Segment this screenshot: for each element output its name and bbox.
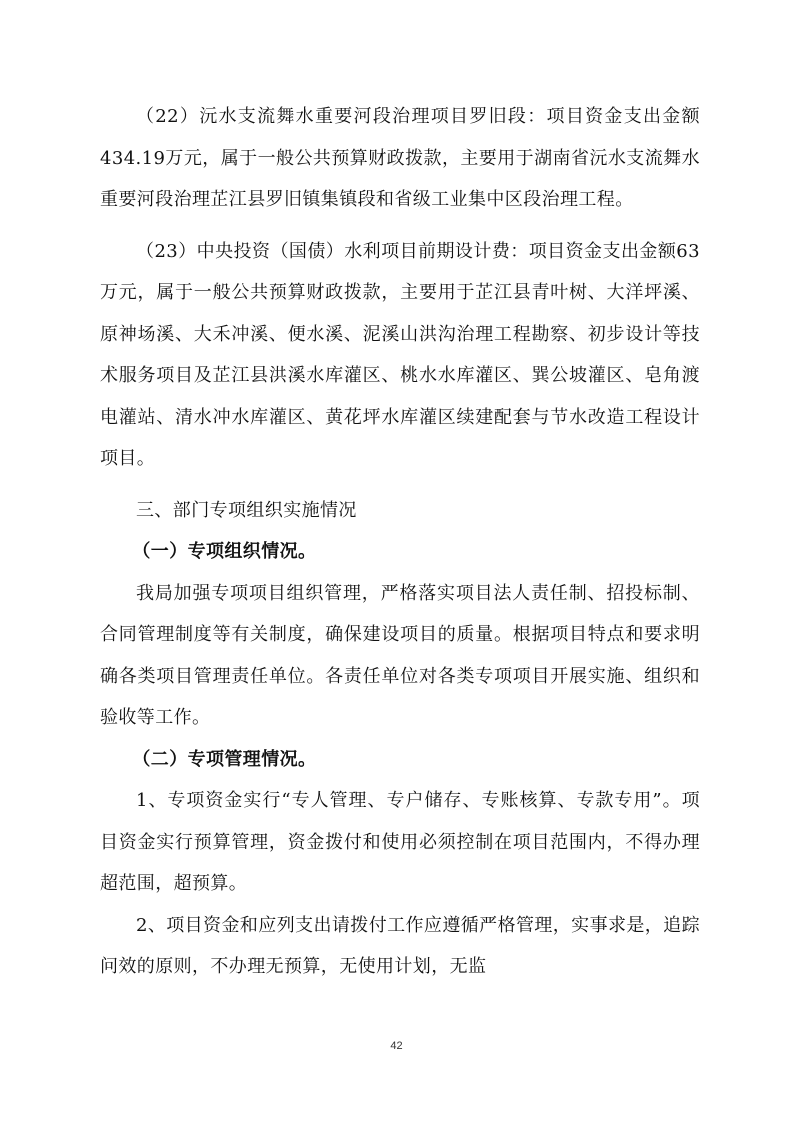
paragraph-item-23: （23）中央投资（国债）水利项目前期设计费：项目资金支出金额63万元，属于一般公共预算财政拨款，主要用于芷江县青叶树、大洋坪溪、原神场溪、大禾冲溪、便水溪、泥溪山洪沟治理工程勘察、初步设计等技术服务项目及芷江县洪溪水库灌区、桃水水库灌区、巽公坡灌区、皂角渡电灌站、清水冲水库灌区、黄花坪水库灌区续建配套与节水改造工程设计项目。: [100, 240, 700, 469]
document-body: [100, 96, 700, 988]
paragraph-item-22: （22）沅水支流舞水重要河段治理项目罗旧段：项目资金支出金额434.19万元，属于一般公共预算财政拨款，主要用于湖南省沅水支流舞水重要河段治理芷江县罗旧镇集镇段和省级工业集中区段治理工程。: [100, 106, 700, 210]
paragraph-management-item-2: 2、项目资金和应列支出请拨付工作应遵循严格管理，实事求是，追踪问效的原则，不办理无预算，无使用计划，无监: [100, 914, 700, 977]
subsection-heading-organization: （一）专项组织情况。: [132, 541, 317, 562]
subsection-heading-management: （二）专项管理情况。: [132, 748, 317, 770]
paragraph-organization: 我局加强专项项目组织管理，严格落实项目法人责任制、招投标制、合同管理制度等有关制度，确保建设项目的质量。根据项目特点和要求明确各类项目管理责任单位。各责任单位对各类专项项目开展实施、组织和验收等工作。: [100, 582, 700, 728]
paragraph-management-item-1: 1、专项资金实行“专人管理、专户储存、专账核算、专款专用”。项目资金实行预算管理，资金拨付和使用必须控制在项目范围内，不得办理超范围，超预算。: [100, 790, 700, 894]
section-heading-3: 三、部门专项组织实施情况: [136, 499, 357, 521]
page-number: 42: [390, 1040, 403, 1052]
